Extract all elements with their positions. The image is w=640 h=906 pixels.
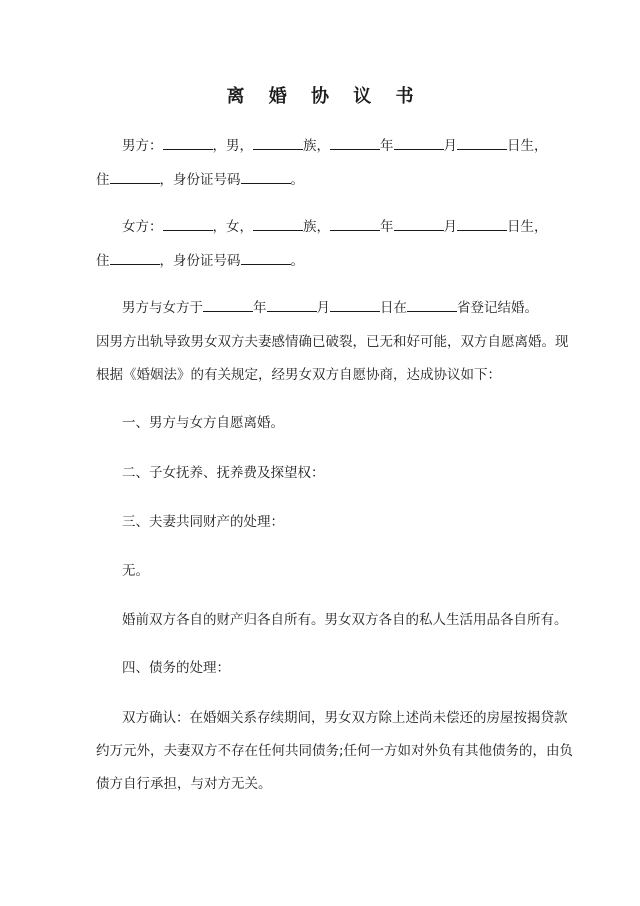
debt-line-2: 约万元外，夫妻双方不存在任何共同债务;任何一方如对外负有其他债务的，由负 xyxy=(96,743,574,759)
woman-name-blank[interactable] xyxy=(163,217,213,231)
man-gender: ，男， xyxy=(212,138,253,154)
woman-label: 女方： xyxy=(122,219,163,235)
man-addr-label: 住 xyxy=(96,172,110,188)
woman-addr-label: 住 xyxy=(96,253,110,269)
marriage-line-1 xyxy=(122,298,548,318)
woman-address-line xyxy=(96,251,548,271)
page-title: 离 婚 协 议 书 xyxy=(226,86,423,107)
marriage-year: 年 xyxy=(253,300,267,316)
man-year: 年 xyxy=(380,138,394,154)
marriage-month: 月 xyxy=(316,300,330,316)
man-month: 月 xyxy=(443,138,457,154)
item-four: 四、债务的处理： xyxy=(122,660,230,676)
man-ethnic-blank[interactable] xyxy=(253,136,303,150)
item-one: 一、男方与女方自愿离婚。 xyxy=(122,415,284,431)
woman-end: 。 xyxy=(290,253,304,269)
man-year-blank[interactable] xyxy=(330,136,380,150)
marriage-line-3: 根据《婚姻法》的有关规定，经男女双方自愿协商，达成协议如下： xyxy=(96,367,501,383)
woman-ethnic: 族， xyxy=(303,219,330,235)
man-month-blank[interactable] xyxy=(394,136,444,150)
man-address-line xyxy=(96,170,548,190)
woman-month: 月 xyxy=(443,219,457,235)
woman-month-blank[interactable] xyxy=(394,217,444,231)
item-two: 二、子女抚养、抚养费及探望权： xyxy=(122,465,325,481)
woman-id-label: ，身份证号码 xyxy=(159,253,241,269)
marriage-day-blank[interactable] xyxy=(330,298,380,312)
marriage-day: 日在 xyxy=(380,300,407,316)
woman-info-line xyxy=(122,217,548,237)
woman-day: 日生， xyxy=(507,219,548,235)
man-ethnic: 族， xyxy=(303,138,330,154)
marriage-line-2: 因男方出轨导致男女双方夫妻感情确已破裂，已无和好可能，双方自愿离婚。现 xyxy=(96,334,569,350)
marriage-year-blank[interactable] xyxy=(203,298,253,312)
man-day: 日生， xyxy=(507,138,548,154)
man-id-label: ，身份证号码 xyxy=(159,172,241,188)
woman-address-blank[interactable] xyxy=(110,251,160,265)
man-end: 。 xyxy=(290,172,304,188)
marriage-province-blank[interactable] xyxy=(407,298,457,312)
woman-gender: ，女， xyxy=(212,219,253,235)
woman-year-blank[interactable] xyxy=(330,217,380,231)
woman-year: 年 xyxy=(380,219,394,235)
woman-ethnic-blank[interactable] xyxy=(253,217,303,231)
man-info-line xyxy=(122,136,548,156)
marriage-registration: 省登记结婚。 xyxy=(457,300,538,316)
man-label: 男方： xyxy=(122,138,163,154)
woman-id-blank[interactable] xyxy=(241,251,291,265)
man-name-blank[interactable] xyxy=(163,136,213,150)
marriage-month-blank[interactable] xyxy=(267,298,317,312)
man-address-blank[interactable] xyxy=(110,170,160,184)
debt-line-1: 双方确认：在婚姻关系存续期间，男女双方除上述尚未偿还的房屋按揭贷款 xyxy=(122,710,568,726)
item-premarital: 婚前双方各自的财产归各自所有。男女双方各自的私人生活用品各自所有。 xyxy=(122,612,568,628)
man-day-blank[interactable] xyxy=(457,136,507,150)
debt-line-3: 债方自行承担，与对方无关。 xyxy=(96,776,272,792)
marriage-intro: 男方与女方于 xyxy=(122,300,203,316)
woman-day-blank[interactable] xyxy=(457,217,507,231)
man-id-blank[interactable] xyxy=(241,170,291,184)
item-none: 无。 xyxy=(122,563,149,579)
item-three: 三、夫妻共同财产的处理： xyxy=(122,514,284,530)
